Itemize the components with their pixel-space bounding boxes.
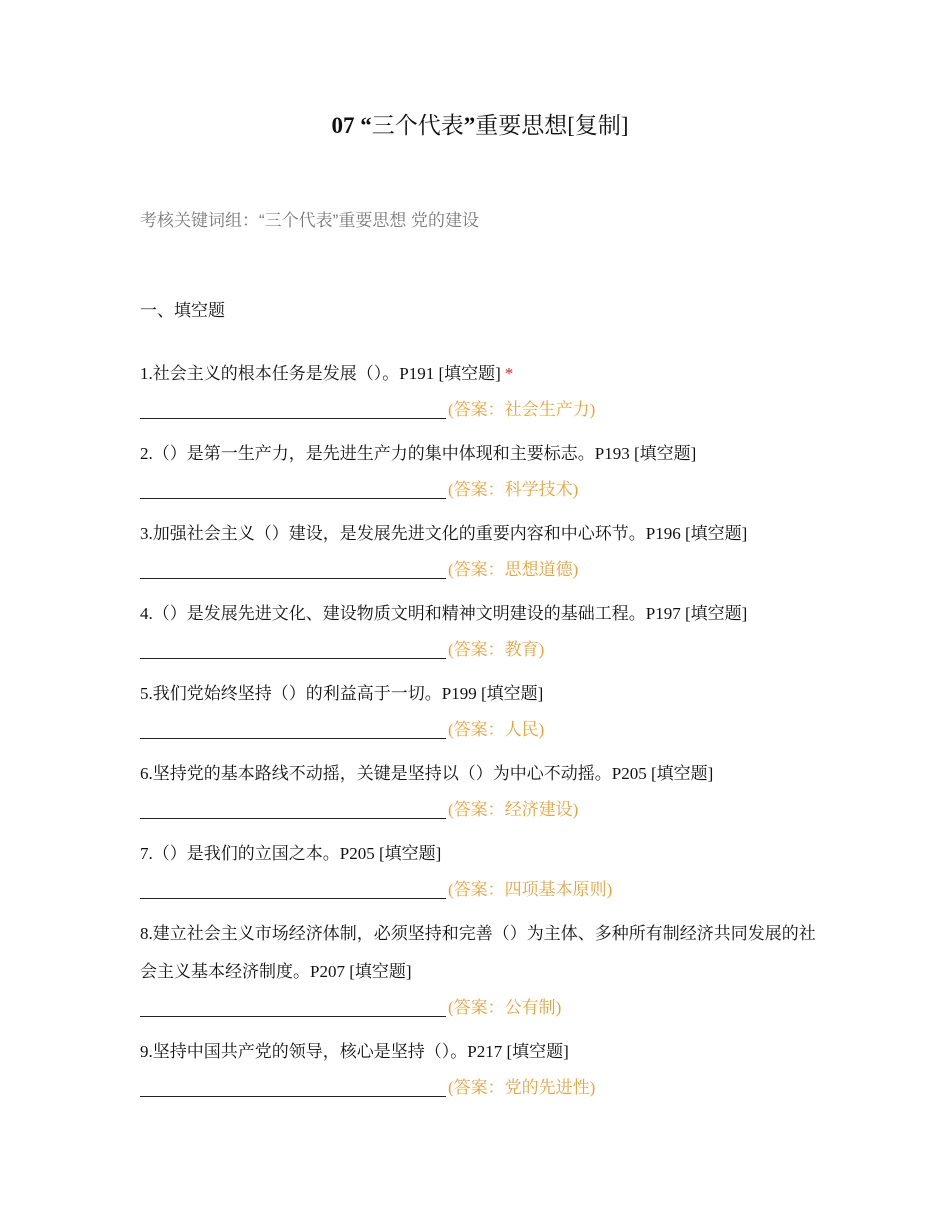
answer-line [140, 473, 820, 507]
answer-blank[interactable] [140, 556, 446, 579]
title-suffix: [复制] [567, 113, 629, 138]
answer-blank[interactable] [140, 716, 446, 739]
answer-blank[interactable] [140, 876, 446, 899]
question-text: 2.（）是第一生产力，是先进生产力的集中体现和主要标志。P193 [填空题] [140, 444, 697, 463]
answer-line [140, 1071, 820, 1105]
question-text: 7.（）是我们的立国之本。P205 [填空题] [140, 844, 442, 863]
answer-blank[interactable] [140, 636, 446, 659]
answer-blank[interactable] [140, 476, 446, 499]
question-text [140, 355, 820, 393]
question-list [140, 355, 820, 1113]
page-title [0, 108, 950, 144]
question-item [140, 595, 820, 667]
section-heading: 一、填空题 [140, 301, 225, 320]
title-cn: 三个代表 [371, 113, 464, 138]
answer-blank[interactable] [140, 1074, 446, 1097]
question-text: 3.加强社会主义（）建设，是发展先进文化的重要内容和中心环节。P196 [填空题] [140, 524, 748, 543]
answer-text: (答案：公有制) [448, 998, 562, 1017]
answer-line [140, 793, 820, 827]
question-text: 5.我们党始终坚持（）的利益高于一切。P199 [填空题] [140, 684, 544, 703]
answer-text: (答案：社会生产力) [448, 400, 596, 419]
answer-line [140, 713, 820, 747]
answer-blank[interactable] [140, 396, 446, 419]
answer-text: (答案：教育) [448, 640, 545, 659]
answer-blank[interactable] [140, 796, 446, 819]
question-item [140, 835, 820, 907]
question-item [140, 1033, 820, 1105]
question-text: 8.建立社会主义市场经济体制，必须坚持和完善（）为主体、多种所有制经济共同发展的社会主义基本经济制度。P207 [填空题] [140, 924, 816, 981]
question-item [140, 355, 820, 427]
required-mark: * [504, 364, 514, 383]
question-item [140, 675, 820, 747]
answer-line [140, 633, 820, 667]
answer-blank[interactable] [140, 994, 446, 1017]
question-item [140, 515, 820, 587]
answer-text: (答案：经济建设) [448, 800, 579, 819]
question-text: 9.坚持中国共产党的领导，核心是坚持（）。P217 [填空题] [140, 1042, 569, 1061]
answer-text: (答案：人民) [448, 720, 545, 739]
answer-line [140, 873, 820, 907]
title-prefix: 07 “ [331, 113, 372, 138]
answer-line [140, 393, 820, 427]
title-mid: ” [463, 113, 476, 138]
question-text: 6.坚持党的基本路线不动摇，关键是坚持以（）为中心不动摇。P205 [填空题] [140, 764, 714, 783]
question-item [140, 915, 820, 1025]
question-text: 4.（）是发展先进文化、建设物质文明和精神文明建设的基础工程。P197 [填空题] [140, 604, 748, 623]
question-item [140, 755, 820, 827]
title-cn2: 重要思想 [475, 113, 568, 138]
answer-text: (答案：四项基本原则) [448, 880, 613, 899]
answer-line [140, 553, 820, 587]
answer-text: (答案：思想道德) [448, 560, 579, 579]
answer-line [140, 991, 820, 1025]
answer-text: (答案：党的先进性) [448, 1078, 596, 1097]
question-item [140, 435, 820, 507]
question-text-content: 1.社会主义的根本任务是发展（）。P191 [填空题] [140, 364, 501, 383]
answer-text: (答案：科学技术) [448, 480, 579, 499]
keywords-text: 考核关键词组：“三个代表”重要思想 党的建设 [140, 211, 480, 230]
